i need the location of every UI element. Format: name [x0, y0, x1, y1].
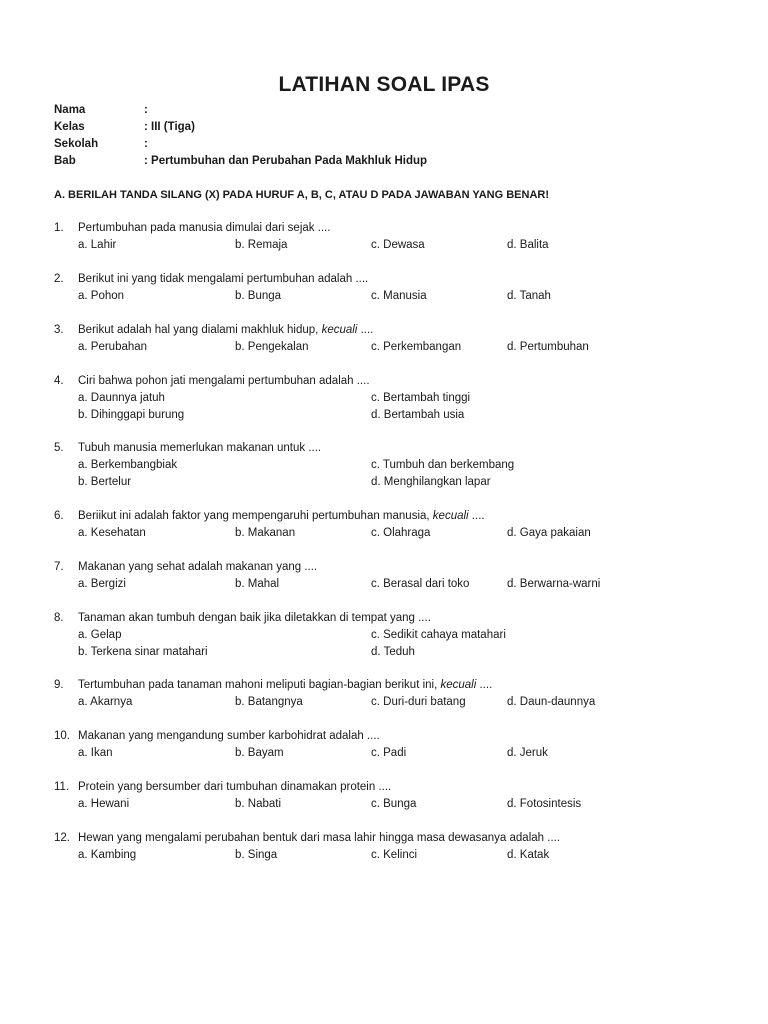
answer-option[interactable]: a. Akarnya [78, 696, 133, 708]
meta-value: : Pertumbuhan dan Perubahan Pada Makhluk Hidup [144, 155, 428, 167]
question-stem [78, 510, 485, 522]
meta-value: : [144, 138, 148, 150]
meta-label: Sekolah [54, 138, 99, 150]
question-number: 5. [54, 442, 64, 454]
answer-option[interactable]: b. Bertelur [78, 476, 132, 488]
answer-option[interactable]: a. Kesehatan [78, 527, 146, 539]
question-stem [78, 679, 492, 691]
answer-option[interactable]: b. Makanan [235, 527, 296, 539]
meta-label: Nama [54, 104, 86, 116]
meta-label: Kelas [54, 121, 85, 133]
answer-option[interactable]: c. Perkembangan [371, 341, 462, 353]
question-stem-emphasis: kecuali [321, 324, 358, 336]
question-number: 7. [54, 561, 64, 573]
answer-option[interactable]: a. Hewani [78, 798, 130, 810]
question-stem-tail: .... [357, 324, 374, 336]
answer-option[interactable]: d. Fotosintesis [507, 798, 582, 810]
question-number: 12. [54, 832, 70, 844]
answer-option[interactable]: b. Bayam [235, 747, 284, 759]
question-number: 6. [54, 510, 64, 522]
answer-option[interactable]: b. Terkena sinar matahari [78, 646, 208, 658]
question-number: 1. [54, 222, 64, 234]
answer-option[interactable]: d. Teduh [371, 646, 415, 658]
question-stem [78, 324, 373, 336]
question-number: 10. [54, 730, 70, 742]
question-number: 3. [54, 324, 64, 336]
answer-option[interactable]: c. Olahraga [371, 527, 431, 539]
question-number: 2. [54, 273, 64, 285]
answer-option[interactable]: a. Gelap [78, 629, 122, 641]
answer-option[interactable]: c. Tumbuh dan berkembang [371, 459, 515, 471]
answer-option[interactable]: c. Kelinci [371, 849, 418, 861]
question-stem [78, 781, 391, 793]
answer-option[interactable]: b. Remaja [235, 239, 288, 251]
question-stem-text: Tertumbuhan pada tanaman mahoni meliputi bagian-bagian berikut ini, [78, 679, 441, 691]
question-stem-text: Pertumbuhan pada manusia dimulai dari sejak .... [78, 222, 331, 234]
answer-option[interactable]: a. Kambing [78, 849, 137, 861]
answer-option[interactable]: c. Bertambah tinggi [371, 392, 471, 404]
answer-option[interactable]: c. Duri-duri batang [371, 696, 466, 708]
answer-option[interactable]: b. Nabati [235, 798, 282, 810]
question-number: 4. [54, 375, 64, 387]
answer-option[interactable]: b. Pengekalan [235, 341, 309, 353]
question-stem [78, 730, 380, 742]
question-stem [78, 612, 431, 624]
answer-option[interactable]: d. Balita [507, 239, 549, 251]
question-stem [78, 832, 560, 844]
answer-option[interactable]: c. Padi [371, 747, 407, 759]
answer-option[interactable]: d. Bertambah usia [371, 409, 465, 421]
meta-label: Bab [54, 155, 76, 167]
answer-option[interactable]: d. Jeruk [507, 747, 548, 759]
question-stem [78, 442, 321, 454]
question-stem-text: Ciri bahwa pohon jati mengalami pertumbuhan adalah .... [78, 375, 370, 387]
question-number: 8. [54, 612, 64, 624]
question-stem-text: Berikut adalah hal yang dialami makhluk hidup, [78, 324, 322, 336]
question-stem-emphasis: kecuali [440, 679, 477, 691]
question-stem [78, 375, 370, 387]
answer-option[interactable]: d. Pertumbuhan [507, 341, 589, 353]
answer-option[interactable]: b. Dihinggapi burung [78, 409, 185, 421]
meta-value: : III (Tiga) [144, 121, 195, 133]
question-number: 11. [54, 781, 70, 793]
answer-option[interactable]: c. Berasal dari toko [371, 578, 470, 590]
answer-option[interactable]: d. Katak [507, 849, 550, 861]
question-stem-emphasis: kecuali [432, 510, 469, 522]
answer-option[interactable]: d. Berwarna-warni [507, 578, 601, 590]
question-number: 9. [54, 679, 64, 691]
answer-option[interactable]: a. Daunnya jatuh [78, 392, 165, 404]
answer-option[interactable]: d. Tanah [507, 290, 551, 302]
section-instruction: A. BERILAH TANDA SILANG (X) PADA HURUF A, B, C, ATAU D PADA JAWABAN YANG BENAR! [54, 189, 549, 201]
answer-option[interactable]: d. Menghilangkan lapar [371, 476, 491, 488]
question-stem [78, 273, 368, 285]
answer-option[interactable]: c. Dewasa [371, 239, 425, 251]
question-stem-text: Hewan yang mengalami perubahan bentuk dari masa lahir hingga masa dewasanya adalah .... [78, 832, 561, 844]
answer-option[interactable]: a. Pohon [78, 290, 125, 302]
answer-option[interactable]: b. Batangnya [235, 696, 303, 708]
answer-option[interactable]: d. Daun-daunnya [507, 696, 596, 708]
answer-option[interactable]: c. Sedikit cahaya matahari [371, 629, 506, 641]
answer-option[interactable]: b. Singa [235, 849, 278, 861]
page-title: LATIHAN SOAL IPAS [278, 73, 490, 96]
question-stem-text: Makanan yang sehat adalah makanan yang .... [78, 561, 318, 573]
question-stem [78, 222, 331, 234]
answer-option[interactable]: a. Ikan [78, 747, 113, 759]
answer-option[interactable]: a. Lahir [78, 239, 117, 251]
question-stem [78, 561, 317, 573]
answer-option[interactable]: c. Manusia [371, 290, 427, 302]
question-stem-text: Berikut ini yang tidak mengalami pertumbuhan adalah .... [78, 273, 369, 285]
question-stem-text: Tanaman akan tumbuh dengan baik jika diletakkan di tempat yang .... [78, 612, 431, 624]
answer-option[interactable]: a. Bergizi [78, 578, 126, 590]
answer-option[interactable]: d. Gaya pakaian [507, 527, 591, 539]
question-stem-tail: .... [476, 679, 493, 691]
question-stem-text: Protein yang bersumber dari tumbuhan dinamakan protein .... [78, 781, 392, 793]
answer-option[interactable]: c. Bunga [371, 798, 417, 810]
question-stem-tail: .... [468, 510, 485, 522]
answer-option[interactable]: b. Bunga [235, 290, 282, 302]
meta-value: : [144, 104, 148, 116]
question-stem-text: Makanan yang mengandung sumber karbohidrat adalah .... [78, 730, 380, 742]
answer-option[interactable]: b. Mahal [235, 578, 280, 590]
answer-option[interactable]: a. Berkembangbiak [78, 459, 178, 471]
question-stem-text: Tubuh manusia memerlukan makanan untuk .... [78, 442, 322, 454]
answer-option[interactable]: a. Perubahan [78, 341, 148, 353]
question-stem-text: Beriikut ini adalah faktor yang mempengaruhi pertumbuhan manusia, [78, 510, 433, 522]
